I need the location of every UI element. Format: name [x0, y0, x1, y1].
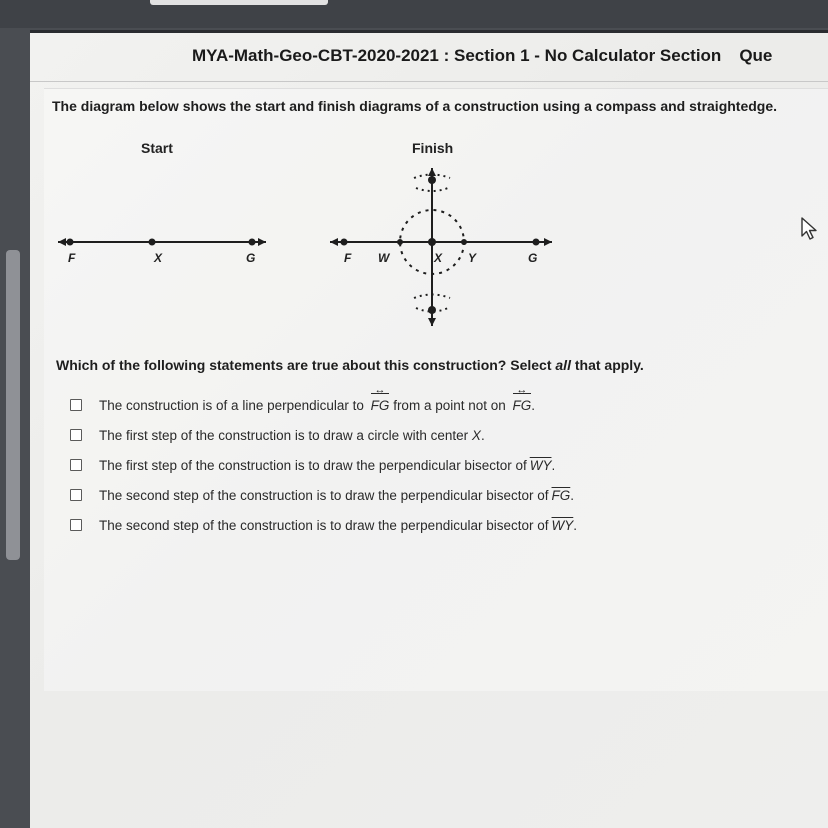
answer-option-5[interactable] [70, 510, 577, 540]
answer-option-3[interactable] [70, 450, 577, 480]
finish-point-x [428, 238, 436, 246]
start-arrow-right [258, 238, 266, 246]
question-text-start: Which of the following statements are true about this construction? Select [56, 357, 556, 373]
option-3-text: The first step of the construction is to draw the perpendicular bisector of [99, 457, 527, 473]
segment-fg-notation: $\overline{FG}$ [551, 487, 571, 503]
intersection-top [428, 176, 436, 184]
question-text-end: that apply. [570, 357, 644, 373]
option-1-period: . [531, 398, 536, 413]
answer-option-2[interactable] [70, 420, 577, 450]
option-4-period: . [570, 487, 575, 503]
start-label-f: F [68, 251, 76, 265]
question-text [56, 357, 644, 373]
checkbox-icon[interactable] [70, 459, 82, 471]
intersection-bottom [428, 306, 436, 314]
option-1-text: The construction is of a line perpendicular to [99, 398, 364, 413]
finish-label-x: X [434, 251, 443, 265]
start-point-g [249, 239, 256, 246]
browser-top-bar [0, 0, 828, 28]
checkbox-icon[interactable] [70, 399, 82, 411]
answer-option-text [99, 488, 574, 503]
checkbox-icon[interactable] [70, 519, 82, 531]
start-diagram-title: Start [141, 140, 173, 156]
line-fg-notation: FG ↔ [513, 397, 532, 413]
answer-options [70, 390, 577, 540]
finish-label-y: Y [468, 251, 477, 265]
finish-point-g [533, 239, 540, 246]
option-1-mid-text: from a point not on [393, 398, 506, 413]
test-page [30, 30, 828, 828]
answer-option-text [99, 518, 577, 533]
construction-diagrams [30, 30, 828, 350]
answer-option-1[interactable] [70, 390, 577, 420]
option-3-period: . [551, 457, 556, 473]
start-label-g: G [246, 251, 256, 265]
option-4-text: The second step of the construction is to draw the perpendicular bisector of [99, 487, 549, 503]
option-5-period: . [573, 517, 578, 533]
question-emphasis: all [555, 357, 571, 373]
segment-wy-notation: $\overline{WY}$ [529, 457, 552, 473]
checkbox-icon[interactable] [70, 489, 82, 501]
finish-label-g: G [528, 251, 538, 265]
finish-point-y [461, 239, 467, 245]
start-label-x: X [154, 251, 163, 265]
point-x-variable: X [471, 427, 481, 443]
option-5-text: The second step of the construction is to draw the perpendicular bisector of [99, 517, 549, 533]
mouse-pointer-icon [800, 216, 820, 242]
finish-point-w [397, 239, 403, 245]
finish-arrow-right [544, 238, 552, 246]
finish-diagram-title: Finish [412, 140, 454, 156]
start-point-x [149, 239, 156, 246]
address-field-edge[interactable] [150, 0, 328, 5]
finish-point-f [341, 239, 348, 246]
start-point-f [67, 239, 74, 246]
question-prompt: The diagram below shows the start and finish diagrams of a construction using a compass and straightedge. [52, 98, 778, 114]
checkbox-icon[interactable] [70, 429, 82, 441]
answer-option-4[interactable] [70, 480, 577, 510]
perpendicular-arrow-bottom [428, 318, 436, 326]
left-scrollbar[interactable] [6, 250, 20, 560]
option-2-period: . [480, 427, 485, 443]
finish-label-f: F [344, 251, 352, 265]
answer-option-text [99, 428, 485, 443]
nav-question-partial[interactable]: Que [739, 46, 773, 65]
line-fg-notation: FG ↔ [371, 397, 390, 413]
segment-wy-notation: $\overline{WY}$ [551, 517, 574, 533]
section-title: MYA-Math-Geo-CBT-2020-2021 : Section 1 - No Calculator Section [192, 46, 722, 65]
answer-option-text [99, 458, 555, 473]
finish-label-w: W [378, 251, 390, 265]
answer-option-text [99, 397, 535, 413]
finish-diagram [330, 168, 552, 326]
finish-arrow-left [330, 238, 338, 246]
option-2-text: The first step of the construction is to draw a circle with center [99, 427, 469, 443]
start-diagram [58, 238, 266, 265]
start-arrow-left [58, 238, 66, 246]
